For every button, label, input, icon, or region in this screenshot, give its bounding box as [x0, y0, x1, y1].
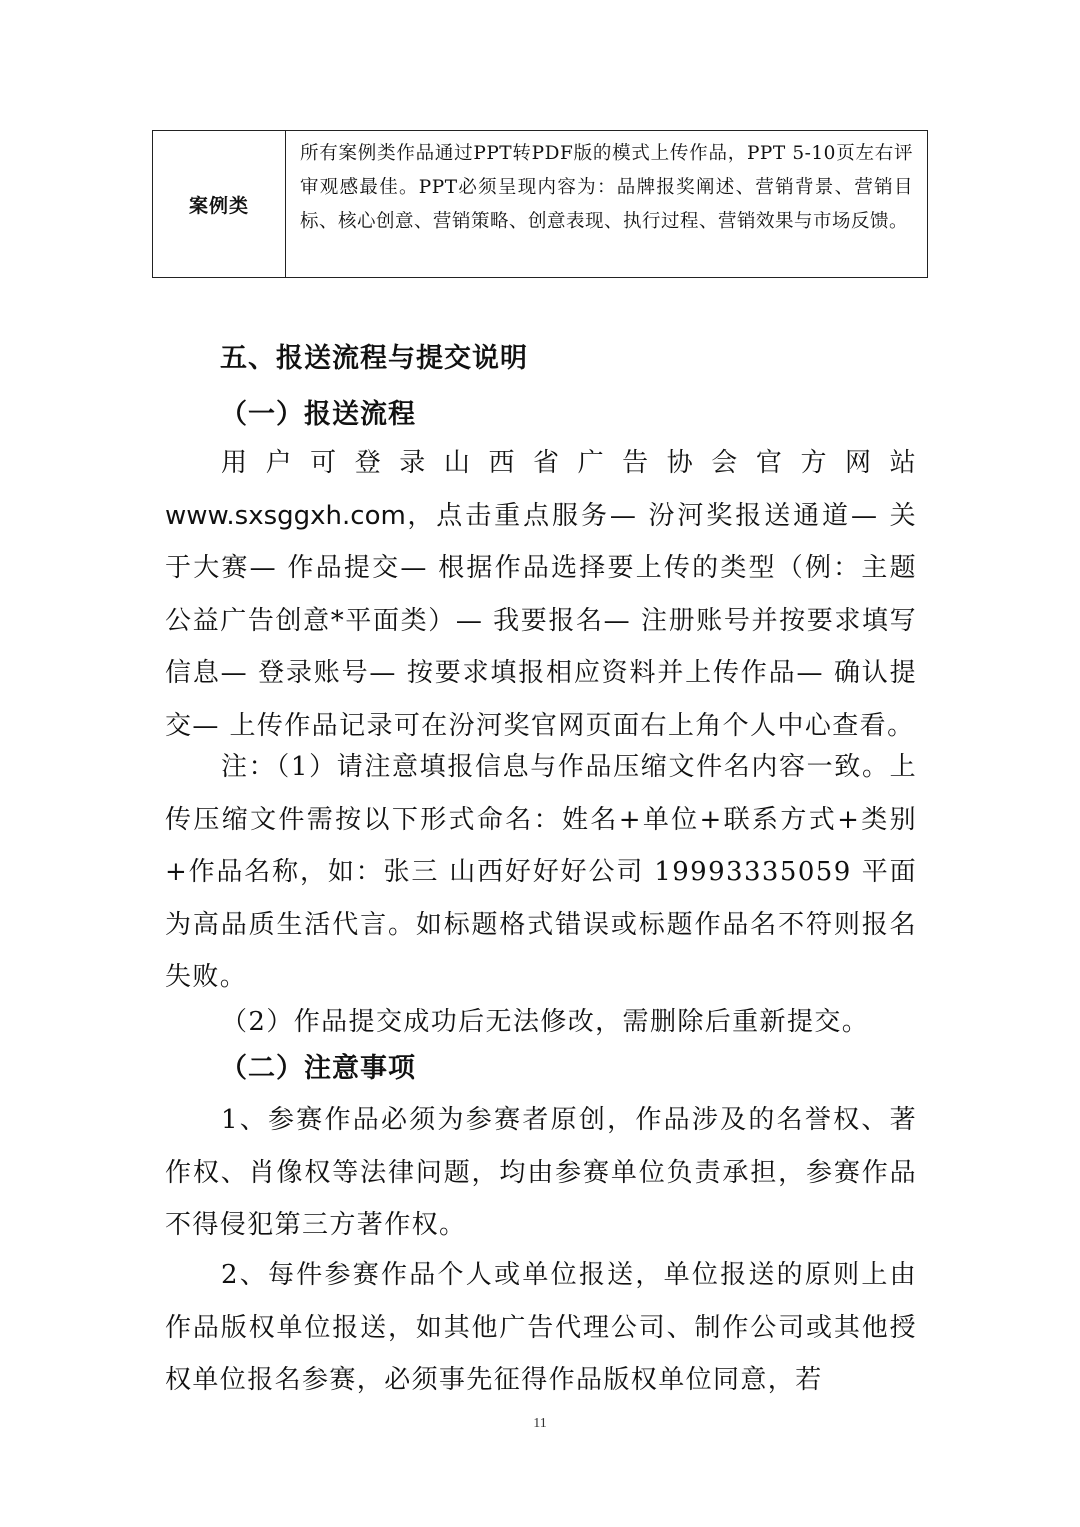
process-text-start: 用户可登录山西省广告协会官方网站 — [221, 448, 917, 478]
subsection-heading-notes: （二）注意事项 — [220, 1053, 416, 1084]
category-cell: 案例类 — [153, 131, 286, 277]
website-link[interactable]: www.sxsggxh.com — [165, 500, 406, 531]
section-heading: 五、报送流程与提交说明 — [220, 343, 528, 374]
note-1-paragraph: 注：（1）请注意填报信息与作品压缩文件名内容一致。上传压缩文件需按以下形式命名：姓名+单位+联系方式+类别+作品名称，如：张三 山西好好好公司 19993335059 平面 为高品质生活代言。如标题格式错误或标题作品名不符则报名失败。 — [165, 752, 917, 992]
process-text-end: ，点击重点服务— 汾河奖报送通道— 关于大赛— 作品提交— 根据作品选择要上传的类型（例：主题公益广告创意*平面类）— 我要报名— 注册账号并按要求填写信息— 登录账号— 按要求填报相应资料并上传作品— 确认提交— 上传作品记录可在汾河奖官网页面右上角个人中心查看。 — [165, 500, 917, 741]
category-table — [152, 130, 928, 278]
description-cell: 所有案例类作品通过PPT转PDF版的模式上传作品，PPT 5-10页左右评审观感最佳。PPT必须呈现内容为：品牌报奖阐述、营销背景、营销目标、核心创意、营销策略、创意表现、执行过程、营销效果与市场反馈。 — [300, 143, 913, 232]
subsection-heading-process: （一）报送流程 — [220, 399, 416, 430]
process-paragraph — [165, 437, 917, 752]
page-number: 11 — [533, 1416, 547, 1431]
note-2-paragraph: （2）作品提交成功后无法修改，需删除后重新提交。 — [221, 1007, 870, 1037]
notice-item-1: 1、参赛作品必须为参赛者原创，作品涉及的名誉权、著作权、肖像权等法律问题，均由参赛单位负责承担，参赛作品不得侵犯第三方著作权。 — [165, 1105, 917, 1240]
notice-item-2: 2、每件参赛作品个人或单位报送，单位报送的原则上由作品版权单位报送，如其他广告代理公司、制作公司或其他授权单位报名参赛，必须事先征得作品版权单位同意，若 — [165, 1260, 917, 1395]
